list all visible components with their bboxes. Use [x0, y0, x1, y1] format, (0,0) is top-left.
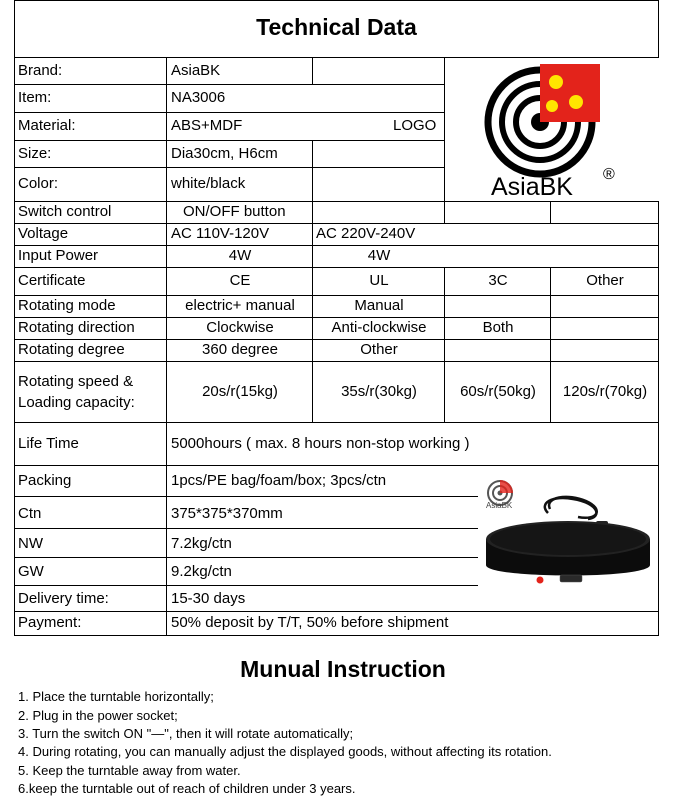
value-power-1: 4W	[228, 247, 252, 264]
instructions-heading: Munual Instruction	[240, 656, 446, 682]
instruction-6: 6.keep the turntable out of reach of children under 3 years.	[18, 781, 356, 796]
brand-logo	[445, 58, 659, 201]
value-material: ABS+MDF	[171, 117, 243, 134]
instruction-4: 4. During rotating, you can manually adjust the displayed goods, without affecting its rotation.	[18, 744, 552, 759]
value-nw: 7.2kg/ctn	[171, 535, 232, 552]
label-rot-dir: Rotating direction	[18, 319, 135, 336]
label-color: Color:	[18, 175, 59, 192]
value-cert-1: CE	[229, 272, 251, 289]
value-voltage-2: AC 220V-240V	[316, 225, 416, 242]
value-switch: ON/OFF button	[183, 203, 286, 220]
label-certificate: Certificate	[18, 272, 86, 289]
instruction-3: 3. Turn the switch ON "—", then it will rotate automatically;	[18, 726, 354, 741]
value-color: white/black	[171, 175, 246, 192]
value-payment: 50% deposit by T/T, 50% before shipment	[171, 614, 449, 631]
value-rot-mode-2: Manual	[354, 297, 404, 314]
product-photo	[478, 467, 658, 593]
value-power-2: 4W	[367, 247, 391, 264]
value-rot-deg-2: Other	[360, 341, 398, 358]
instruction-1: 1. Place the turntable horizontally;	[18, 689, 214, 704]
label-loading-capacity: Loading capacity:	[18, 394, 135, 411]
value-size: Dia30cm, H6cm	[171, 145, 278, 162]
value-speed-3: 60s/r(50kg)	[460, 383, 536, 400]
label-delivery: Delivery time:	[18, 590, 109, 607]
value-rot-dir-3: Both	[482, 319, 514, 336]
label-rot-speed: Rotating speed &	[18, 373, 134, 390]
label-ctn: Ctn	[18, 505, 42, 522]
value-rot-mode-1: electric+ manual	[185, 297, 295, 314]
logo-brand-text: AsiaBK	[491, 173, 573, 201]
label-rot-mode: Rotating mode	[18, 297, 116, 314]
value-cert-4: Other	[586, 272, 624, 289]
value-speed-2: 35s/r(30kg)	[341, 383, 417, 400]
value-rot-dir-2: Anti-clockwise	[331, 319, 427, 336]
value-delivery: 15-30 days	[171, 590, 246, 607]
registered-mark: ®	[603, 166, 615, 183]
value-speed-4: 120s/r(70kg)	[562, 383, 648, 400]
label-packing: Packing	[18, 472, 72, 489]
photo-brand-text: AsiaBK	[486, 501, 513, 510]
label-gw: GW	[18, 563, 44, 580]
value-brand: AsiaBK	[171, 62, 221, 79]
value-rot-deg-1: 360 degree	[202, 341, 278, 358]
instruction-2: 2. Plug in the power socket;	[18, 708, 178, 723]
label-size: Size:	[18, 145, 52, 162]
label-power: Input Power	[18, 247, 99, 264]
turntable-icon	[478, 467, 658, 593]
label-item: Item:	[18, 89, 52, 106]
page-title: Technical Data	[256, 14, 417, 40]
label-nw: NW	[18, 535, 43, 552]
logo-label: LOGO	[393, 117, 437, 134]
label-voltage: Voltage	[18, 225, 69, 242]
label-rot-deg: Rotating degree	[18, 341, 125, 358]
value-cert-2: UL	[369, 272, 389, 289]
value-gw: 9.2kg/ctn	[171, 563, 232, 580]
label-brand: Brand:	[18, 62, 63, 79]
label-material: Material:	[18, 117, 76, 134]
label-payment: Payment:	[18, 614, 82, 631]
value-cert-3: 3C	[488, 272, 508, 289]
value-packing: 1pcs/PE bag/foam/box; 3pcs/ctn	[171, 472, 387, 489]
value-voltage-1: AC 110V-120V	[171, 225, 270, 242]
value-rot-dir-1: Clockwise	[206, 319, 274, 336]
label-switch: Switch control	[18, 203, 112, 220]
value-life: 5000hours ( max. 8 hours non-stop working )	[171, 435, 470, 452]
label-life: Life Time	[18, 435, 79, 452]
value-ctn: 375*375*370mm	[171, 505, 283, 522]
value-speed-1: 20s/r(15kg)	[202, 383, 278, 400]
value-item: NA3006	[171, 89, 226, 106]
instruction-5: 5. Keep the turntable away from water.	[18, 763, 241, 778]
